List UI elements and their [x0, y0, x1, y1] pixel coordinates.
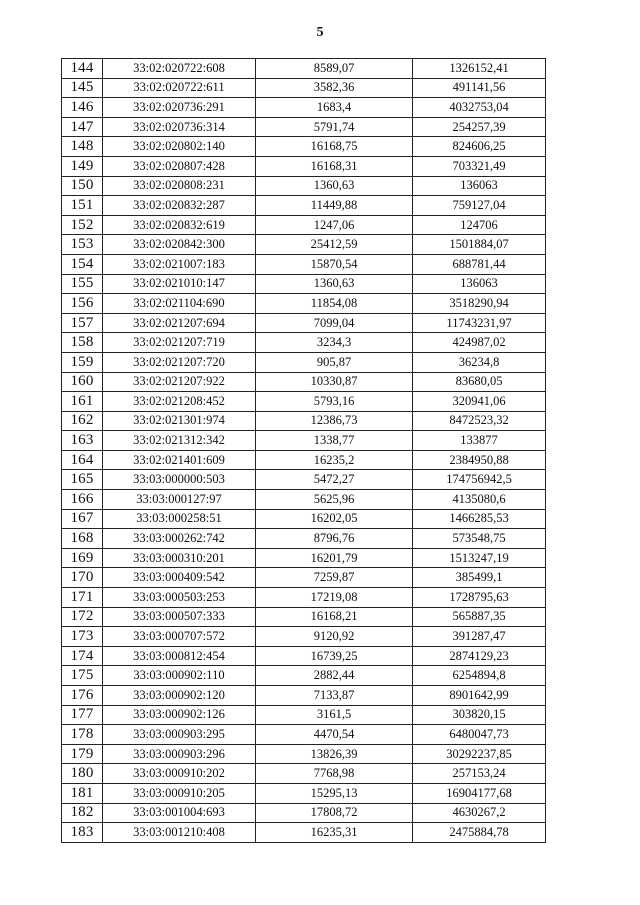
area-cell: 8589,07	[256, 59, 413, 79]
cadastral-value-cell: 8472523,32	[413, 411, 546, 431]
cadastral-value-cell: 124706	[413, 215, 546, 235]
table-row	[62, 450, 546, 470]
cadastral-number-cell: 33:03:000910:205	[103, 783, 256, 803]
cadastral-number-cell: 33:02:021301:974	[103, 411, 256, 431]
row-number-cell: 164	[62, 450, 103, 470]
cadastral-number-cell: 33:03:001210:408	[103, 823, 256, 843]
cadastral-value-cell: 36234,8	[413, 352, 546, 372]
area-cell: 5625,96	[256, 490, 413, 510]
area-cell: 15870,54	[256, 254, 413, 274]
cadastral-number-cell: 33:03:000812:454	[103, 646, 256, 666]
area-cell: 7099,04	[256, 313, 413, 333]
area-cell: 4470,54	[256, 725, 413, 745]
table-row	[62, 509, 546, 529]
cadastral-value-cell: 136063	[413, 274, 546, 294]
row-number-cell: 169	[62, 548, 103, 568]
cadastral-number-cell: 33:02:020808:231	[103, 176, 256, 196]
cadastral-value-cell: 320941,06	[413, 392, 546, 412]
row-number-cell: 150	[62, 176, 103, 196]
table-row	[62, 235, 546, 255]
area-cell: 11854,08	[256, 294, 413, 314]
row-number-cell: 183	[62, 823, 103, 843]
area-cell: 1360,63	[256, 176, 413, 196]
table-row	[62, 744, 546, 764]
cadastral-value-cell: 824606,25	[413, 137, 546, 157]
table-body	[62, 59, 546, 843]
row-number-cell: 145	[62, 78, 103, 98]
table-row	[62, 333, 546, 353]
row-number-cell: 154	[62, 254, 103, 274]
row-number-cell: 159	[62, 352, 103, 372]
area-cell: 2882,44	[256, 666, 413, 686]
table-row	[62, 646, 546, 666]
table-row	[62, 98, 546, 118]
cadastral-value-cell: 1326152,41	[413, 59, 546, 79]
area-cell: 10330,87	[256, 372, 413, 392]
area-cell: 16168,75	[256, 137, 413, 157]
area-cell: 1338,77	[256, 431, 413, 451]
area-cell: 16739,25	[256, 646, 413, 666]
cadastral-number-cell: 33:03:000902:126	[103, 705, 256, 725]
row-number-cell: 148	[62, 137, 103, 157]
cadastral-value-cell: 174756942,5	[413, 470, 546, 490]
cadastral-number-cell: 33:02:020736:314	[103, 117, 256, 137]
row-number-cell: 173	[62, 627, 103, 647]
cadastral-number-cell: 33:02:021007:183	[103, 254, 256, 274]
cadastral-number-cell: 33:03:000000:503	[103, 470, 256, 490]
table-row	[62, 411, 546, 431]
table-row	[62, 725, 546, 745]
table-row	[62, 352, 546, 372]
cadastral-number-cell: 33:02:020722:608	[103, 59, 256, 79]
cadastral-value-cell: 8901642,99	[413, 686, 546, 706]
row-number-cell: 144	[62, 59, 103, 79]
cadastral-value-cell: 136063	[413, 176, 546, 196]
cadastral-value-cell: 2475884,78	[413, 823, 546, 843]
area-cell: 9120,92	[256, 627, 413, 647]
cadastral-value-cell: 3518290,94	[413, 294, 546, 314]
table-row	[62, 490, 546, 510]
area-cell: 1247,06	[256, 215, 413, 235]
row-number-cell: 146	[62, 98, 103, 118]
table-row	[62, 783, 546, 803]
cadastral-value-cell: 391287,47	[413, 627, 546, 647]
cadastral-number-cell: 33:02:021401:609	[103, 450, 256, 470]
cadastral-value-cell: 2874129,23	[413, 646, 546, 666]
cadastral-number-cell: 33:02:020722:611	[103, 78, 256, 98]
table-row	[62, 470, 546, 490]
area-cell: 5472,27	[256, 470, 413, 490]
cadastral-number-cell: 33:03:001004:693	[103, 803, 256, 823]
cadastral-number-cell: 33:02:021207:694	[103, 313, 256, 333]
row-number-cell: 179	[62, 744, 103, 764]
table-row	[62, 607, 546, 627]
cadastral-value-cell: 83680,05	[413, 372, 546, 392]
cadastral-number-cell: 33:02:021207:719	[103, 333, 256, 353]
area-cell: 7259,87	[256, 568, 413, 588]
cadastral-number-cell: 33:03:000503:253	[103, 588, 256, 608]
land-plots-table-container	[61, 58, 546, 843]
cadastral-value-cell: 4630267,2	[413, 803, 546, 823]
cadastral-value-cell: 16904177,68	[413, 783, 546, 803]
row-number-cell: 176	[62, 686, 103, 706]
row-number-cell: 171	[62, 588, 103, 608]
table-row	[62, 548, 546, 568]
table-row	[62, 529, 546, 549]
table-row	[62, 294, 546, 314]
cadastral-value-cell: 6480047,73	[413, 725, 546, 745]
area-cell: 16235,31	[256, 823, 413, 843]
area-cell: 12386,73	[256, 411, 413, 431]
area-cell: 16168,31	[256, 156, 413, 176]
row-number-cell: 155	[62, 274, 103, 294]
area-cell: 1360,63	[256, 274, 413, 294]
cadastral-number-cell: 33:03:000903:295	[103, 725, 256, 745]
cadastral-number-cell: 33:03:000409:542	[103, 568, 256, 588]
cadastral-value-cell: 1728795,63	[413, 588, 546, 608]
row-number-cell: 165	[62, 470, 103, 490]
table-row	[62, 666, 546, 686]
row-number-cell: 175	[62, 666, 103, 686]
area-cell: 16168,21	[256, 607, 413, 627]
cadastral-value-cell: 2384950,88	[413, 450, 546, 470]
row-number-cell: 156	[62, 294, 103, 314]
table-row	[62, 156, 546, 176]
table-row	[62, 431, 546, 451]
row-number-cell: 161	[62, 392, 103, 412]
cadastral-value-cell: 133877	[413, 431, 546, 451]
row-number-cell: 153	[62, 235, 103, 255]
cadastral-number-cell: 33:02:020802:140	[103, 137, 256, 157]
area-cell: 5793,16	[256, 392, 413, 412]
cadastral-value-cell: 688781,44	[413, 254, 546, 274]
cadastral-number-cell: 33:02:020832:619	[103, 215, 256, 235]
land-plots-table	[61, 58, 546, 843]
cadastral-value-cell: 254257,39	[413, 117, 546, 137]
table-row	[62, 705, 546, 725]
cadastral-number-cell: 33:03:000127:97	[103, 490, 256, 510]
cadastral-value-cell: 11743231,97	[413, 313, 546, 333]
cadastral-number-cell: 33:02:021312:342	[103, 431, 256, 451]
table-row	[62, 137, 546, 157]
row-number-cell: 160	[62, 372, 103, 392]
area-cell: 1683,4	[256, 98, 413, 118]
area-cell: 7768,98	[256, 764, 413, 784]
table-row	[62, 686, 546, 706]
area-cell: 17808,72	[256, 803, 413, 823]
cadastral-value-cell: 703321,49	[413, 156, 546, 176]
cadastral-value-cell: 6254894,8	[413, 666, 546, 686]
cadastral-number-cell: 33:02:020842:300	[103, 235, 256, 255]
table-row	[62, 196, 546, 216]
cadastral-number-cell: 33:03:000262:742	[103, 529, 256, 549]
row-number-cell: 162	[62, 411, 103, 431]
cadastral-number-cell: 33:02:021207:720	[103, 352, 256, 372]
cadastral-number-cell: 33:02:021207:922	[103, 372, 256, 392]
area-cell: 3161,5	[256, 705, 413, 725]
row-number-cell: 174	[62, 646, 103, 666]
cadastral-number-cell: 33:02:020736:291	[103, 98, 256, 118]
area-cell: 3234,3	[256, 333, 413, 353]
row-number-cell: 182	[62, 803, 103, 823]
table-row	[62, 313, 546, 333]
area-cell: 11449,88	[256, 196, 413, 216]
table-row	[62, 764, 546, 784]
cadastral-number-cell: 33:03:000902:120	[103, 686, 256, 706]
table-row	[62, 568, 546, 588]
cadastral-number-cell: 33:03:000258:51	[103, 509, 256, 529]
cadastral-number-cell: 33:02:020807:428	[103, 156, 256, 176]
row-number-cell: 157	[62, 313, 103, 333]
cadastral-value-cell: 565887,35	[413, 607, 546, 627]
cadastral-value-cell: 30292237,85	[413, 744, 546, 764]
cadastral-value-cell: 1513247,19	[413, 548, 546, 568]
row-number-cell: 181	[62, 783, 103, 803]
table-row	[62, 254, 546, 274]
table-row	[62, 117, 546, 137]
table-row	[62, 588, 546, 608]
cadastral-value-cell: 4032753,04	[413, 98, 546, 118]
cadastral-number-cell: 33:02:021104:690	[103, 294, 256, 314]
cadastral-number-cell: 33:02:021208:452	[103, 392, 256, 412]
area-cell: 15295,13	[256, 783, 413, 803]
area-cell: 5791,74	[256, 117, 413, 137]
row-number-cell: 178	[62, 725, 103, 745]
row-number-cell: 163	[62, 431, 103, 451]
table-row	[62, 823, 546, 843]
area-cell: 7133,87	[256, 686, 413, 706]
row-number-cell: 158	[62, 333, 103, 353]
area-cell: 17219,08	[256, 588, 413, 608]
cadastral-value-cell: 1501884,07	[413, 235, 546, 255]
table-row	[62, 392, 546, 412]
row-number-cell: 177	[62, 705, 103, 725]
area-cell: 16235,2	[256, 450, 413, 470]
row-number-cell: 152	[62, 215, 103, 235]
table-row	[62, 78, 546, 98]
cadastral-number-cell: 33:03:000310:201	[103, 548, 256, 568]
table-row	[62, 176, 546, 196]
row-number-cell: 151	[62, 196, 103, 216]
table-row	[62, 59, 546, 79]
cadastral-number-cell: 33:02:021010:147	[103, 274, 256, 294]
row-number-cell: 149	[62, 156, 103, 176]
row-number-cell: 180	[62, 764, 103, 784]
row-number-cell: 172	[62, 607, 103, 627]
cadastral-number-cell: 33:02:020832:287	[103, 196, 256, 216]
area-cell: 25412,59	[256, 235, 413, 255]
area-cell: 905,87	[256, 352, 413, 372]
row-number-cell: 170	[62, 568, 103, 588]
area-cell: 3582,36	[256, 78, 413, 98]
table-row	[62, 803, 546, 823]
cadastral-value-cell: 491141,56	[413, 78, 546, 98]
row-number-cell: 166	[62, 490, 103, 510]
cadastral-value-cell: 1466285,53	[413, 509, 546, 529]
cadastral-number-cell: 33:03:000902:110	[103, 666, 256, 686]
cadastral-value-cell: 573548,75	[413, 529, 546, 549]
cadastral-value-cell: 4135080,6	[413, 490, 546, 510]
cadastral-number-cell: 33:03:000707:572	[103, 627, 256, 647]
cadastral-number-cell: 33:03:000910:202	[103, 764, 256, 784]
row-number-cell: 147	[62, 117, 103, 137]
area-cell: 8796,76	[256, 529, 413, 549]
cadastral-value-cell: 424987,02	[413, 333, 546, 353]
cadastral-value-cell: 257153,24	[413, 764, 546, 784]
area-cell: 16202,05	[256, 509, 413, 529]
cadastral-value-cell: 385499,1	[413, 568, 546, 588]
area-cell: 13826,39	[256, 744, 413, 764]
table-row	[62, 215, 546, 235]
table-row	[62, 372, 546, 392]
row-number-cell: 167	[62, 509, 103, 529]
cadastral-value-cell: 303820,15	[413, 705, 546, 725]
table-row	[62, 627, 546, 647]
page-number: 5	[316, 25, 324, 40]
table-row	[62, 274, 546, 294]
row-number-cell: 168	[62, 529, 103, 549]
cadastral-number-cell: 33:03:000903:296	[103, 744, 256, 764]
cadastral-number-cell: 33:03:000507:333	[103, 607, 256, 627]
cadastral-value-cell: 759127,04	[413, 196, 546, 216]
area-cell: 16201,79	[256, 548, 413, 568]
